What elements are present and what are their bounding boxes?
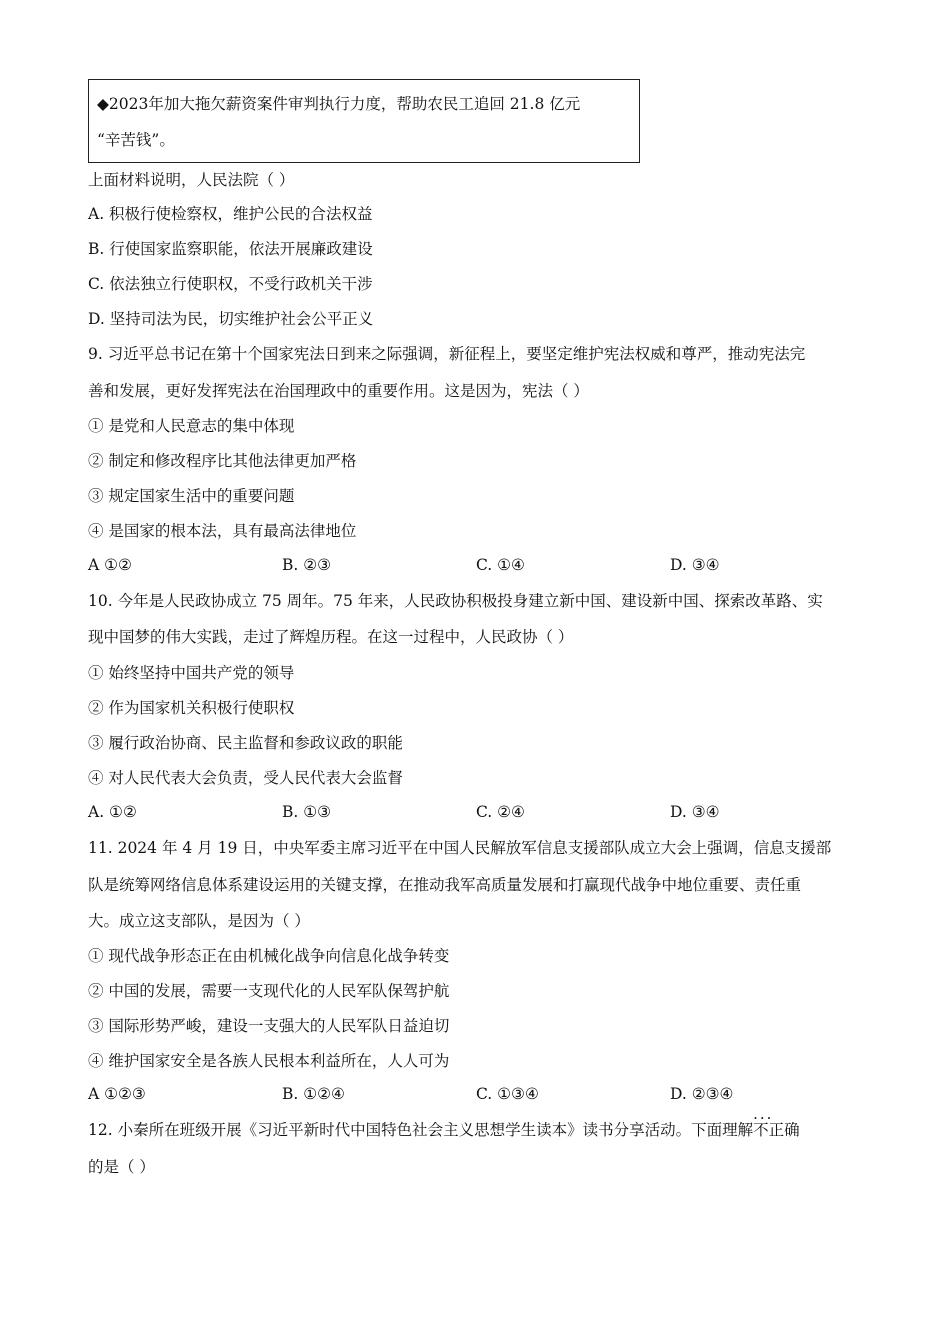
q9-item-3: ③ 规定国家生活中的重要问题 [88,487,295,505]
q10-item-2: ② 作为国家机关积极行使职权 [88,699,295,717]
material-line-1: ◆2023年加大拖欠薪资案件审判执行力度，帮助农民工追回 21.8 亿元 [97,95,581,113]
q10-stem-line-1: 10. 今年是人民政协成立 75 周年。75 年来，人民政协积极投身建立新中国、建设新中国、探索改革路、实 [88,592,823,610]
q8-stem: 上面材料说明，人民法院（ ） [88,171,295,189]
q11-item-3: ③ 国际形势严峻，建设一支强大的人民军队日益迫切 [88,1017,450,1035]
q11-item-4: ④ 维护国家安全是各族人民根本利益所在，人人可为 [88,1052,450,1070]
q11-stem-line-3: 大。成立这支部队，是因为（ ） [88,912,310,930]
q12-stem-line-2: 的是（ ） [88,1158,155,1176]
q9-choice-a: A ①② [88,556,132,574]
q10-choice-d: D. ③④ [670,803,720,821]
q9-stem-line-1: 9. 习近平总书记在第十个国家宪法日到来之际强调，新征程上，要坚定维护宪法权威和尊严，推动宪法完 [88,345,806,363]
q10-choice-b: B. ①③ [282,803,332,821]
q11-choice-d: D. ②③④ [670,1085,734,1103]
q8-option-d: D. 坚持司法为民，切实维护社会公平正义 [88,310,374,328]
q11-choice-a: A ①②③ [88,1085,146,1103]
q9-choice-b: B. ②③ [282,556,332,574]
q10-item-3: ③ 履行政治协商、民主监督和参政议政的职能 [88,734,403,752]
q10-choice-a: A. ①② [88,803,137,821]
q11-choice-b: B. ①②④ [282,1085,345,1103]
q10-choice-c: C. ②④ [476,803,525,821]
q10-stem-line-2: 现中国梦的伟大实践，走过了辉煌历程。在这一过程中，人民政协（ ） [88,628,574,646]
q9-item-2: ② 制定和修改程序比其他法律更加严格 [88,452,357,470]
q11-stem-line-1: 11. 2024 年 4 月 19 日，中央军委主席习近平在中国人民解放军信息支援部队成立大会上强调，信息支援部 [88,839,832,857]
q9-item-4: ④ 是国家的根本法，具有最高法律地位 [88,522,357,540]
material-line-2: “辛苦钱”。 [97,131,175,149]
q12-stem-text: 12. 小秦所在班级开展《习近平新时代中国特色社会主义思想学生读本》读书分享活动。下面理解 [88,1121,754,1139]
q9-item-1: ① 是党和人民意志的集中体现 [88,417,295,435]
q8-option-c: C. 依法独立行使职权，不受行政机关干涉 [88,275,373,293]
q10-item-4: ④ 对人民代表大会负责，受人民代表大会监督 [88,769,403,787]
q8-option-b: B. 行使国家监察职能，依法开展廉政建设 [88,240,373,258]
q11-item-1: ① 现代战争形态正在由机械化战争向信息化战争转变 [88,947,450,965]
material-box [88,79,640,163]
q12-emphasis-not-correct: ··· 不正确 [753,1120,800,1140]
q11-stem-line-2: 队是统筹网络信息体系建设运用的关键支撑，在推动我军高质量发展和打赢现代战争中地位重要、责任重 [88,876,802,894]
q9-stem-line-2: 善和发展，更好发挥宪法在治国理政中的重要作用。这是因为，宪法（ ） [88,382,589,400]
q11-choice-c: C. ①③④ [476,1085,539,1103]
q9-choice-d: D. ③④ [670,556,720,574]
q9-choice-c: C. ①④ [476,556,525,574]
q11-item-2: ② 中国的发展，需要一支现代化的人民军队保驾护航 [88,982,450,1000]
q10-item-1: ① 始终坚持中国共产党的领导 [88,664,295,682]
q8-option-a: A. 积极行使检察权，维护公民的合法权益 [88,205,373,223]
q12-stem-line-1 [88,1120,800,1140]
